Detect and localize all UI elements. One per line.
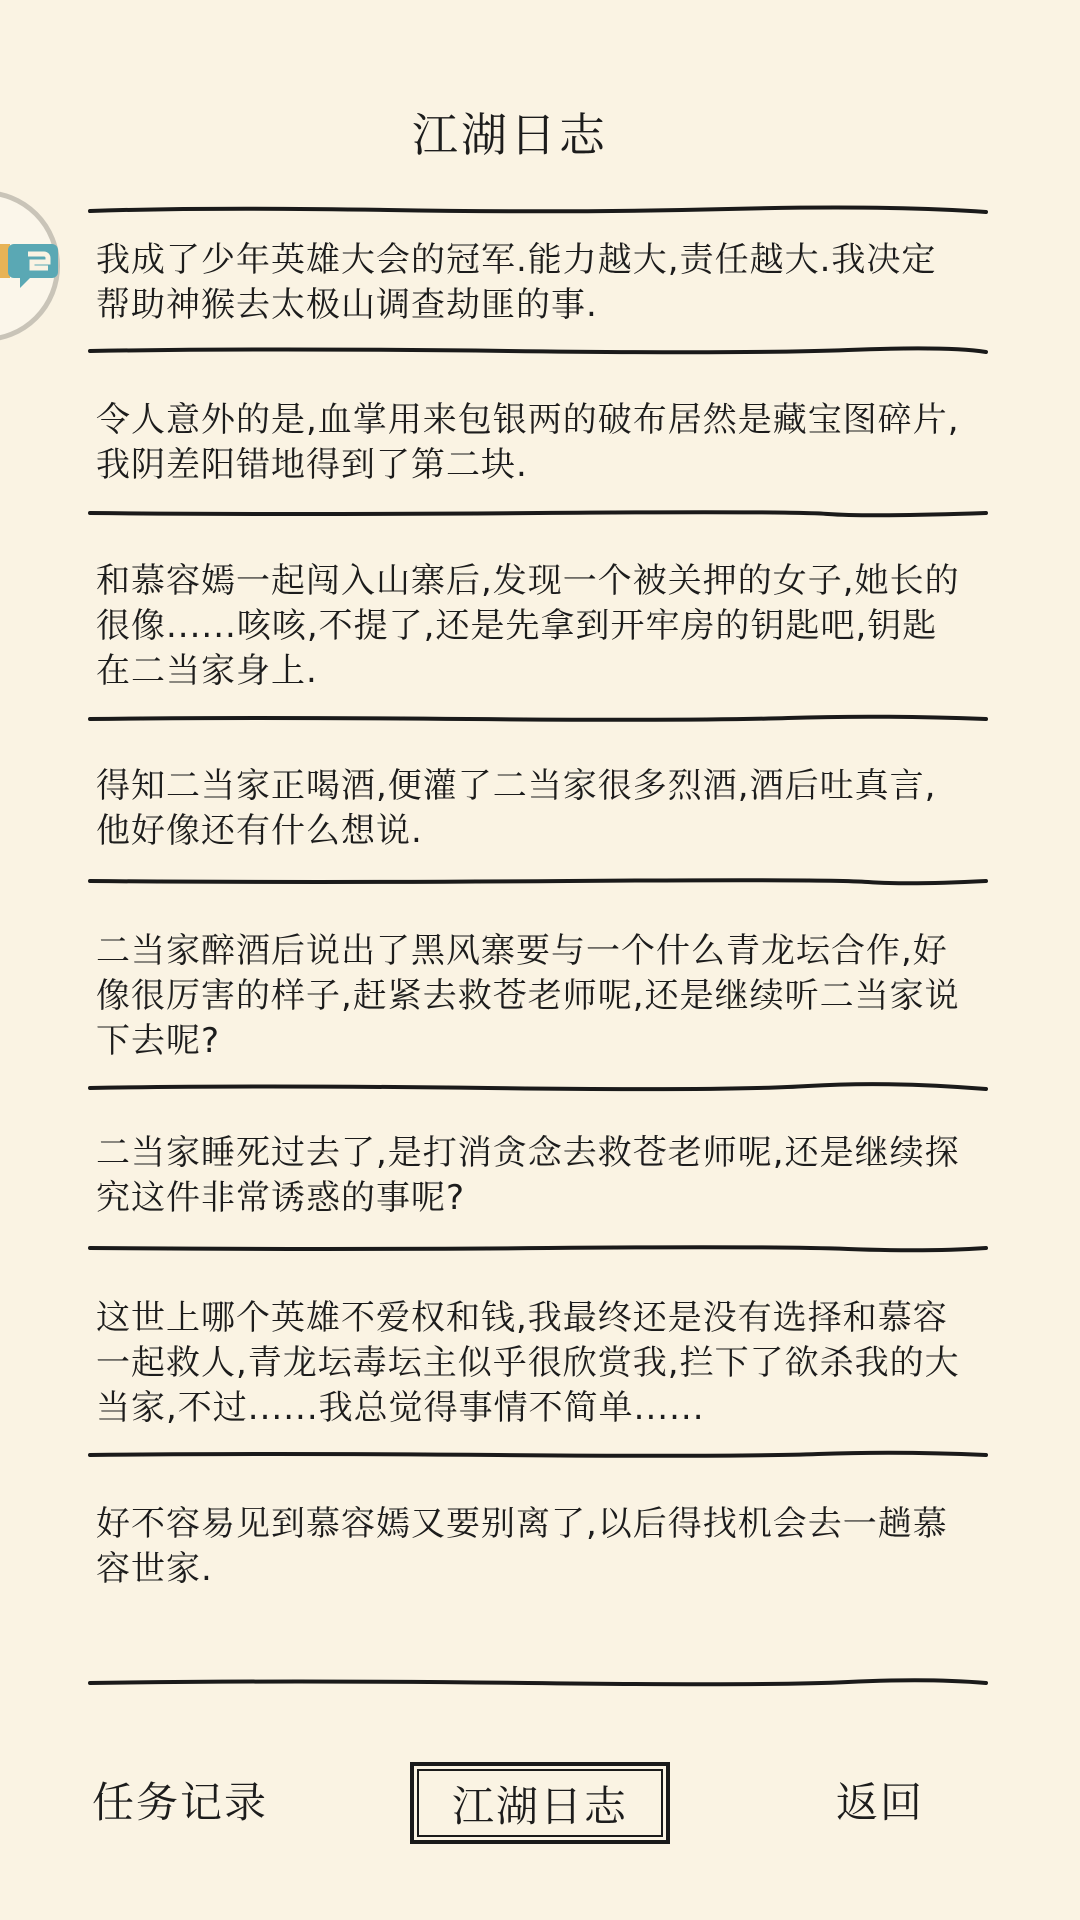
divider (88, 1242, 988, 1256)
divider (88, 712, 988, 726)
journal-entry-text: 好不容易见到慕容嫣又要别离了,以后得找机会去一趟慕容世家. (96, 1504, 948, 1589)
divider (88, 1081, 988, 1095)
journal-entry-text: 和慕容嫣一起闯入山寨后,发现一个被关押的女子,她长的很像......咳咳,不提了,还是先拿到开牢房的钥匙吧,钥匙在二当家身上. (96, 561, 960, 691)
divider (88, 344, 988, 358)
journal-entry-text: 二当家醉酒后说出了黑风寨要与一个什么青龙坛合作,好像很厉害的样子,赶紧去救苍老师呢,还是继续听二当家说下去呢? (96, 931, 960, 1061)
back-button[interactable]: 返回 (835, 1778, 924, 1827)
journal-entry (88, 889, 988, 1081)
divider (88, 507, 988, 521)
journal-entry (88, 1095, 988, 1242)
journal-entry-text: 我成了少年英雄大会的冠军.能力越大,责任越大.我决定帮助神猴去太极山调查劫匪的事. (96, 240, 937, 325)
divider (88, 875, 988, 889)
chat-bubble-icon[interactable] (0, 240, 62, 292)
page-title: 江湖日志 (412, 108, 608, 162)
journal-entry (88, 1462, 988, 1678)
journal-entry (88, 726, 988, 875)
journal-entry-text: 这世上哪个英雄不爱权和钱,我最终还是没有选择和慕容一起救人,青龙坛毒坛主似乎很欣赏我,拦下了欲杀我的大当家,不过......我总觉得事情不简单...... (96, 1298, 960, 1428)
journal-entry-text: 得知二当家正喝酒,便灌了二当家很多烈酒,酒后吐真言,他好像还有什么想说. (96, 766, 937, 851)
journal-entry-text: 令人意外的是,血掌用来包银两的破布居然是藏宝图碎片,我阴差阳错地得到了第二块. (96, 400, 960, 485)
divider (88, 1448, 988, 1462)
journal-entry (88, 218, 988, 344)
journal-entry (88, 1256, 988, 1448)
journal-log-list[interactable] (88, 204, 988, 1678)
journal-entry (88, 358, 988, 507)
tab-task-records[interactable]: 任务记录 (92, 1778, 269, 1827)
tab-jianghu-journal[interactable]: 江湖日志 (410, 1762, 670, 1844)
divider (88, 204, 988, 218)
journal-entry (88, 521, 988, 712)
journal-entry-text: 二当家睡死过去了,是打消贪念去救苍老师呢,还是继续探究这件非常诱惑的事呢? (96, 1133, 960, 1218)
footer-divider (88, 1676, 988, 1690)
